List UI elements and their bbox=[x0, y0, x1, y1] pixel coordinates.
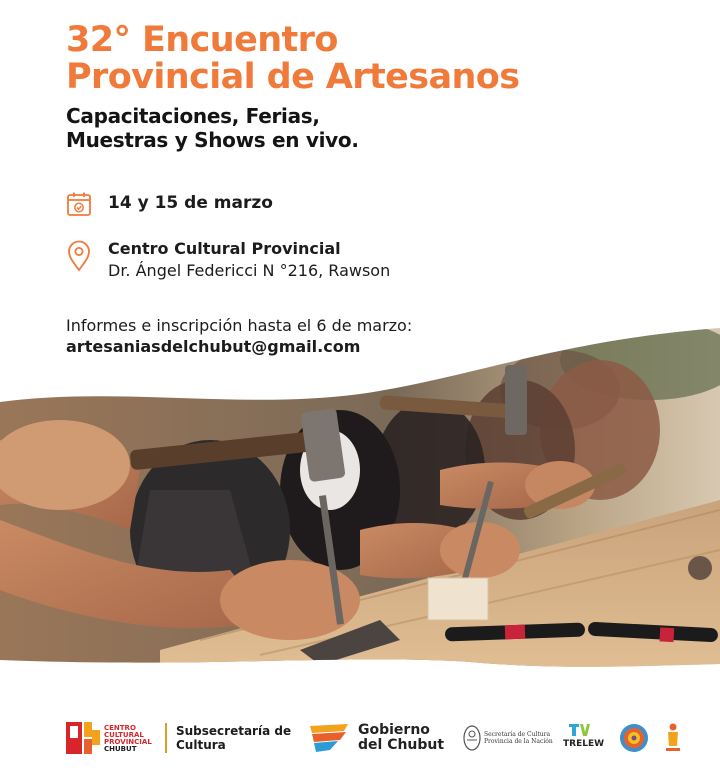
event-title-line-1: 32° Encuentro bbox=[66, 20, 338, 60]
gobierno-chubut-logo-text bbox=[358, 723, 444, 753]
logo-divider bbox=[165, 723, 167, 753]
trelew-logo-icon bbox=[568, 722, 594, 738]
venue-name: Centro Cultural Provincial bbox=[108, 239, 341, 258]
figure-logo-icon bbox=[663, 722, 683, 754]
event-title-line-2: Provincial de Artesanos bbox=[66, 57, 520, 97]
event-date: 14 y 15 de marzo bbox=[108, 193, 273, 213]
centro-cultural-logo-icon bbox=[66, 722, 100, 754]
gobierno-line-1: Gobierno bbox=[358, 722, 430, 738]
subsecretaria-line-1: Subsecretaría de bbox=[176, 724, 292, 738]
gobierno-line-2: del Chubut bbox=[358, 737, 445, 753]
registration-info: Informes e inscripción hasta el 6 de marzo: bbox=[66, 316, 413, 335]
contact-email: artesaniasdelchubut@gmail.com bbox=[66, 337, 361, 356]
venue-address: Dr. Ángel Federicci N °216, Rawson bbox=[108, 261, 391, 280]
centro-cultural-logo-text bbox=[104, 725, 152, 753]
secretaria-line-1: Secretaría de Cultura bbox=[484, 731, 551, 738]
event-subtitle bbox=[66, 104, 359, 152]
artisans-photo bbox=[0, 320, 720, 700]
secretaria-line-2: Provincia de la Nación bbox=[484, 738, 553, 745]
gobierno-chubut-logo-icon bbox=[308, 722, 354, 754]
ccp-line-4: CHUBUT bbox=[104, 745, 137, 753]
event-subtitle-line-1: Capacitaciones, Ferias, bbox=[66, 104, 320, 128]
national-seal-icon bbox=[462, 724, 482, 752]
subsecretaria-line-2: Cultura bbox=[176, 738, 226, 752]
calendar-icon bbox=[66, 191, 92, 217]
map-pin-icon bbox=[67, 240, 91, 272]
round-emblem-icon bbox=[619, 723, 649, 753]
secretaria-cultura-logo bbox=[484, 731, 553, 745]
trelew-logo-text: TRELEW bbox=[563, 739, 605, 749]
footer-logos bbox=[0, 700, 720, 778]
ccp-line-1: CENTRO bbox=[104, 724, 136, 732]
event-subtitle-line-2: Muestras y Shows en vivo. bbox=[66, 128, 359, 152]
ccp-line-3: PROVINCIAL bbox=[104, 738, 152, 746]
ccp-line-2: CULTURAL bbox=[104, 731, 144, 739]
event-title bbox=[66, 22, 519, 96]
subsecretaria-logo bbox=[176, 724, 291, 752]
